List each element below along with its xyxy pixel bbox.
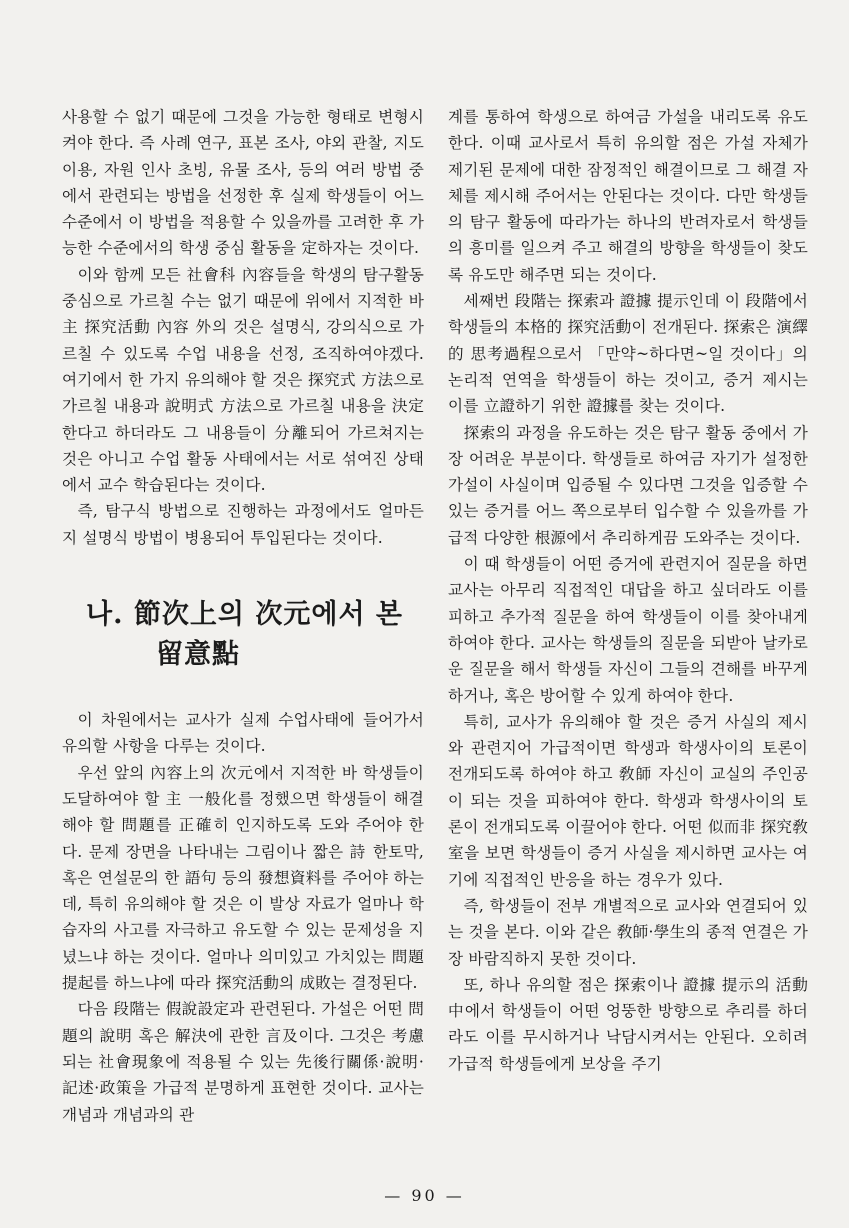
paragraph: 探索의 과정을 유도하는 것은 탐구 활동 중에서 가장 어려운 부분이다. 학생들로 하여금 자기가 설정한 가설이 사실이며 입증될 수 있다면 그것을 입증할 수 있는 증거를 어느 쪽으로부터 입수할 수 있을까를 가급적 다양한 根源에서 추리하게끔 도와주는 것이다. — [448, 423, 808, 547]
paragraph: 다음 段階는 假說設定과 관련된다. 가설은 어떤 問題의 說明 혹은 解決에 관한 言及이다. 그것은 考慮되는 社會現象에 적용될 수 있는 先後行關係·說明·記述·政策을 가급적 분명하게 표현한 것이다. 교사는 개념과 개념과의 관 — [62, 1000, 424, 1124]
paragraph: 즉, 탐구식 방법으로 진행하는 과정에서도 얼마든지 설명식 방법이 병용되어 투입된다는 것이다. — [62, 502, 424, 547]
paragraph: 즉, 학생들이 전부 개별적으로 교사와 연결되어 있는 것을 본다. 이와 같은 敎師·學生의 종적 연결은 가장 바람직하지 못한 것이다. — [448, 896, 808, 968]
paragraph: 또, 하나 유의할 점은 探索이나 證據 提示의 活動 中에서 학생들이 어떤 엉뚱한 방향으로 추리를 하더라도 이를 무시하거나 낙담시켜서는 안된다. 오히려 가급적 학생들에게 보상을 주기 — [448, 975, 808, 1073]
section-heading — [86, 595, 424, 675]
paragraph: 사용할 수 없기 때문에 그것을 가능한 형태로 변형시켜야 한다. 즉 사례 연구, 표본 조사, 야외 관찰, 지도 이용, 자원 인사 초빙, 유물 조사, 등의 여러 방법 중에서 관련되는 방법을 선정한 후 실제 학생들이 어느 수준에서 이 방법을 적용할 수 있을까를 고려한 후 가능한 수준에서의 학생 중심 활동을 定하자는 것이다. — [62, 108, 424, 258]
section-heading-line2: 留意點 — [156, 639, 240, 671]
paragraph: 계를 통하여 학생으로 하여금 가설을 내리도록 유도한다. 이때 교사로서 특히 유의할 점은 가설 자체가 제기된 문제에 대한 잠정적인 해결이므로 그 해결 자체를 제시해 주어서는 안된다는 것이다. 다만 학생들의 탐구 활동에 따라가는 하나의 반려자로서 학생들의 흥미를 일으켜 주고 해결의 방향을 학생들이 찾도록 유도만 해주면 되는 것이다. — [448, 108, 808, 284]
paragraph: 이 차원에서는 교사가 실제 수업사태에 들어가서 유의할 사항을 다루는 것이다. — [62, 711, 424, 756]
paragraph: 이 때 학생들이 어떤 증거에 관련지어 질문을 하면 교사는 아무리 직접적인 대답을 하고 싶더라도 이를 피하고 추가적 질문을 하여 학생들이 이를 찾아내게 하여야 한다. 교사는 학생들의 질문을 되받아 날카로운 질문을 해서 학생들 자신이 그들의 견해를 바꾸게 하거나, 혹은 방어할 수 있게 하여야 한다. — [448, 555, 808, 705]
paragraph: 세째번 段階는 探索과 證據 提示인데 이 段階에서 학생들의 本格的 探究活動이 전개된다. 探索은 演繹的 思考過程으로서 「만약~하다면~일 것이다」의 논리적 연역을 학생들이 하는 것이고, 증거 제시는 이를 立證하기 위한 證據를 찾는 것이다. — [448, 292, 808, 416]
left-column — [62, 104, 424, 1128]
page-number: — 90 — — [384, 1186, 465, 1205]
paragraph: 우선 앞의 內容上의 次元에서 지적한 바 학생들이 도달하여야 할 主 一般化를 정했으면 학생들이 해결해야 할 問題를 正確히 인지하도록 도와 주어야 한다. 문제 장면을 나타내는 그림이나 짧은 詩 한토막, 혹은 연설문의 한 語句 등의 發想資料를 주어야 하는데, 특히 유의해야 할 것은 이 발상 자료가 얼마나 학습자의 사고를 자극하고 유도할 수 있는 문제성을 지녔느냐 하는 것이다. 얼마나 의미있고 가치있는 問題提起를 하느냐에 따라 探究活動의 成敗는 결정된다. — [62, 763, 424, 993]
paragraph: 이와 함께 모든 社會科 內容들을 학생의 탐구활동 중심으로 가르칠 수는 없기 때문에 위에서 지적한 바 主 探究活動 內容 外의 것은 설명식, 강의식으로 가르칠 수 있도록 수업 내용을 선정, 조직하여야겠다. 여기에서 한 가지 유의해야 할 것은 探究式 方法으로 가르칠 내용과 說明式 方法으로 가르칠 내용을 決定한다고 하더라도 그 내용들이 分離되어 가르쳐지는 것은 아니고 수업 활동 사태에서는 서로 섞여진 상태에서 교수 학습된다는 것이다. — [62, 265, 424, 495]
paragraph: 특히, 교사가 유의해야 할 것은 증거 사실의 제시와 관련지어 가급적이면 학생과 학생사이의 토론이 전개되도록 하여야 하고 敎師 자신이 교실의 주인공이 되는 것을 피하여야 한다. 학생과 학생사이의 토론이 전개되도록 이끌어야 한다. 어떤 似而非 探究敎室을 보면 학생들이 증거 사실을 제시하면 교사는 여기에 직접적인 반응을 하는 경우가 있다. — [448, 712, 808, 889]
right-column — [448, 104, 808, 1077]
section-heading-line1: 나. 節次上의 次元에서 본 — [86, 599, 404, 631]
